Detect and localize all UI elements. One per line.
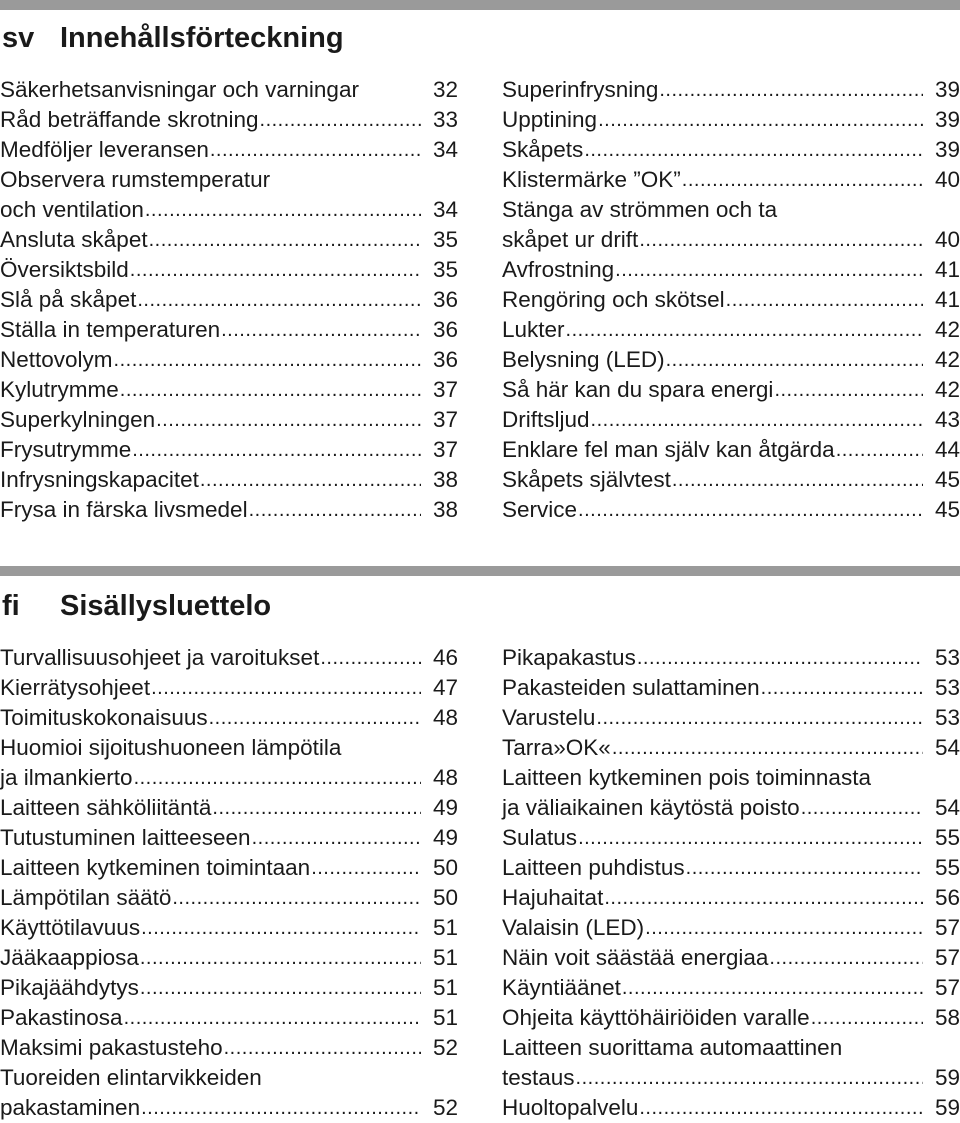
toc-entry[interactable]	[502, 75, 960, 105]
toc-entry-page: 44	[934, 437, 960, 462]
toc-entry[interactable]	[502, 285, 960, 315]
toc-entry[interactable]	[0, 195, 458, 225]
dot-leader	[590, 405, 923, 435]
toc-entry-page: 48	[432, 765, 458, 790]
toc-entry-label: Maksimi pakastusteho	[0, 1035, 223, 1060]
toc-heading-sv	[2, 18, 344, 58]
toc-entry-page: 54	[934, 735, 960, 760]
toc-entry-page: 59	[934, 1095, 960, 1120]
dot-leader	[150, 673, 421, 703]
toc-entry-page: 45	[934, 467, 960, 492]
toc-entry-label: Tuoreiden elintarvikkeiden	[0, 1065, 262, 1090]
toc-entry[interactable]	[0, 105, 458, 135]
dot-leader	[209, 135, 421, 165]
toc-entry-label: ja väliaikainen käytöstä poisto	[502, 795, 800, 820]
toc-entry[interactable]	[502, 375, 960, 405]
toc-entry[interactable]	[0, 763, 458, 793]
toc-entry-page: 40	[934, 227, 960, 252]
toc-entry-page: 39	[934, 77, 960, 102]
toc-entry-label: Pikapakastus	[502, 645, 636, 670]
toc-entry-label: Ohjeita käyttöhäiriöiden varalle	[502, 1005, 810, 1030]
toc-entry-page: 49	[432, 825, 458, 850]
toc-entry[interactable]	[0, 165, 458, 195]
toc-entry-page: 37	[432, 407, 458, 432]
toc-entry[interactable]	[502, 405, 960, 435]
toc-entry-page: 55	[934, 855, 960, 880]
dot-leader	[251, 823, 421, 853]
toc-entry-page: 33	[432, 107, 458, 132]
toc-entry[interactable]	[502, 703, 960, 733]
toc-entry[interactable]	[0, 225, 458, 255]
toc-entry-page: 41	[934, 287, 960, 312]
toc-entry-page: 38	[432, 467, 458, 492]
toc-entry[interactable]	[0, 285, 458, 315]
dot-leader	[136, 285, 421, 315]
toc-entry-page: 41	[934, 257, 960, 282]
toc-entry-page: 50	[432, 855, 458, 880]
toc-entry-label: Hajuhaitat	[502, 885, 604, 910]
dot-leader	[810, 1003, 923, 1033]
toc-entry-label: Så här kan du spara energi	[502, 377, 774, 402]
toc-entry[interactable]	[0, 703, 458, 733]
toc-entry[interactable]	[0, 793, 458, 823]
toc-entry[interactable]	[502, 225, 960, 255]
toc-entry[interactable]	[502, 465, 960, 495]
dot-leader	[129, 255, 421, 285]
toc-entry-label: Superinfrysning	[502, 77, 659, 102]
toc-entry-page: 47	[432, 675, 458, 700]
toc-title: Innehållsförteckning	[60, 22, 344, 54]
toc-entry-label: Pikajäähdytys	[0, 975, 139, 1000]
toc-entry[interactable]	[502, 255, 960, 285]
toc-entry[interactable]	[502, 673, 960, 703]
dot-leader	[310, 853, 421, 883]
toc-entry[interactable]	[502, 763, 960, 793]
dot-leader	[155, 405, 421, 435]
toc-entry-label: skåpet ur drift	[502, 227, 639, 252]
toc-entry-label: Ansluta skåpet	[0, 227, 148, 252]
toc-entry[interactable]	[0, 375, 458, 405]
toc-entry-label: Säkerhetsanvisningar och varningar	[0, 77, 359, 102]
toc-entry-label: Sulatus	[502, 825, 578, 850]
toc-entry-page: 42	[934, 347, 960, 372]
dot-leader	[223, 1033, 421, 1063]
dot-leader	[211, 793, 421, 823]
dot-leader	[638, 225, 923, 255]
toc-entry-label: Toimituskokonaisuus	[0, 705, 208, 730]
toc-entry-page: 34	[432, 137, 458, 162]
toc-entry-page: 53	[934, 705, 960, 730]
toc-column-left	[0, 75, 458, 525]
dot-leader	[123, 1003, 421, 1033]
toc-entry-label: Klistermärke ”OK”	[502, 167, 681, 192]
toc-entry-page: 36	[432, 317, 458, 342]
toc-entry[interactable]	[502, 1003, 960, 1033]
toc-entry-page: 53	[934, 645, 960, 670]
toc-entry-page: 55	[934, 825, 960, 850]
toc-entry[interactable]	[0, 75, 458, 105]
toc-entry-page: 40	[934, 167, 960, 192]
toc-entry-page: 53	[934, 675, 960, 700]
toc-entry-label: Skåpets	[502, 137, 584, 162]
toc-entry[interactable]	[0, 673, 458, 703]
toc-entry-page: 57	[934, 915, 960, 940]
dot-leader	[638, 1093, 923, 1123]
toc-entry[interactable]	[0, 1003, 458, 1033]
toc-entry-label: Avfrostning	[502, 257, 615, 282]
dot-leader	[768, 943, 923, 973]
toc-entry-label: Översiktsbild	[0, 257, 129, 282]
toc-column-left	[0, 643, 458, 1123]
dot-leader	[139, 943, 421, 973]
toc-entry[interactable]	[502, 315, 960, 345]
toc-title: Sisällysluettelo	[60, 590, 272, 622]
dot-leader	[319, 643, 421, 673]
toc-entry[interactable]	[502, 913, 960, 943]
toc-entry[interactable]	[0, 823, 458, 853]
toc-entry[interactable]	[0, 405, 458, 435]
toc-entry-page: 37	[432, 437, 458, 462]
toc-entry[interactable]	[0, 913, 458, 943]
toc-entry-label: Medföljer leveransen	[0, 137, 209, 162]
toc-entry-label: Laitteen kytkeminen pois toiminnasta	[502, 765, 871, 790]
toc-entry-label: Valaisin (LED)	[502, 915, 645, 940]
dot-leader	[359, 75, 421, 105]
toc-entry[interactable]	[502, 195, 960, 225]
toc-entry[interactable]	[502, 105, 960, 135]
toc-entry-page: 36	[432, 287, 458, 312]
toc-entry[interactable]	[0, 435, 458, 465]
dot-leader	[131, 435, 421, 465]
toc-heading-fi	[2, 586, 271, 626]
toc-entry[interactable]	[0, 495, 458, 525]
toc-entry-label: Lukter	[502, 317, 565, 342]
dot-leader	[113, 345, 421, 375]
toc-entry-label: Huomioi sijoitushuoneen lämpötila	[0, 735, 342, 760]
toc-entry-label: Rengöring och skötsel	[502, 287, 725, 312]
dot-leader	[636, 643, 923, 673]
toc-entry[interactable]	[0, 1063, 458, 1093]
toc-entry-page: 42	[934, 317, 960, 342]
toc-entry[interactable]	[502, 883, 960, 913]
toc-entry-label: Nettovolym	[0, 347, 113, 372]
dot-leader	[595, 703, 923, 733]
dot-leader	[148, 225, 421, 255]
toc-entry-label: Belysning (LED)	[502, 347, 665, 372]
toc-entry-label: Upptining	[502, 107, 598, 132]
dot-leader	[644, 913, 923, 943]
dot-leader	[140, 913, 421, 943]
toc-entry-page: 58	[934, 1005, 960, 1030]
dot-leader	[658, 75, 923, 105]
toc-entry-label: Lämpötilan säätö	[0, 885, 172, 910]
dot-leader	[671, 465, 923, 495]
dot-leader	[220, 315, 421, 345]
toc-entry-label: Stänga av strömmen och ta	[502, 197, 778, 222]
toc-entry[interactable]	[502, 793, 960, 823]
toc-column-right	[502, 75, 960, 525]
section-rule-fi	[0, 566, 960, 576]
toc-entry-label: Laitteen sähköliitäntä	[0, 795, 212, 820]
dot-leader	[614, 255, 923, 285]
dot-leader	[760, 673, 923, 703]
toc-entry-label: pakastaminen	[0, 1095, 141, 1120]
language-code: sv	[2, 22, 35, 54]
dot-leader	[603, 883, 923, 913]
toc-entry-label: Laitteen kytkeminen toimintaan	[0, 855, 311, 880]
toc-entry-label: Infrysningskapacitet	[0, 467, 199, 492]
toc-entry-page: 38	[432, 497, 458, 522]
toc-entry-page: 34	[432, 197, 458, 222]
toc-entry[interactable]	[502, 823, 960, 853]
toc-column-right	[502, 643, 960, 1123]
dot-leader	[171, 883, 421, 913]
toc-entry[interactable]	[0, 255, 458, 285]
toc-entry[interactable]	[0, 973, 458, 1003]
dot-leader	[800, 793, 923, 823]
toc-entry[interactable]	[0, 853, 458, 883]
toc-entry-label: Käyttötilavuus	[0, 915, 141, 940]
toc-entry-label: ja ilmankierto	[0, 765, 133, 790]
toc-entry-label: testaus	[502, 1065, 575, 1090]
toc-entry-page: 51	[432, 915, 458, 940]
toc-entry-page: 54	[934, 795, 960, 820]
toc-entry-label: Råd beträffande skrotning	[0, 107, 259, 132]
toc-entry[interactable]	[502, 733, 960, 763]
toc-entry[interactable]	[0, 1033, 458, 1063]
toc-entry-page: 39	[934, 137, 960, 162]
toc-entry-label: Pakasteiden sulattaminen	[502, 675, 760, 700]
toc-entry[interactable]	[0, 943, 458, 973]
toc-entry[interactable]	[502, 495, 960, 525]
toc-entry[interactable]	[502, 345, 960, 375]
toc-entry-page: 32	[432, 77, 458, 102]
toc-entry-page: 43	[934, 407, 960, 432]
toc-entry[interactable]	[502, 943, 960, 973]
toc-entry-label: Pakastinosa	[0, 1005, 123, 1030]
dot-leader	[140, 1093, 421, 1123]
dot-leader	[725, 285, 923, 315]
toc-entry[interactable]	[0, 465, 458, 495]
toc-entry-label: Laitteen puhdistus	[502, 855, 685, 880]
toc-entry[interactable]	[0, 733, 458, 763]
toc-entry[interactable]	[502, 1033, 960, 1063]
toc-entry[interactable]	[502, 165, 960, 195]
toc-entry-page: 52	[432, 1035, 458, 1060]
toc-entry-label: Jääkaappiosa	[0, 945, 139, 970]
toc-entry-label: Käyntiäänet	[502, 975, 621, 1000]
toc-entry-page: 52	[432, 1095, 458, 1120]
toc-entry-label: Varustelu	[502, 705, 596, 730]
dot-leader	[685, 853, 923, 883]
toc-entry-page: 56	[934, 885, 960, 910]
dot-leader	[139, 973, 421, 1003]
toc-entry-label: Huoltopalvelu	[502, 1095, 639, 1120]
toc-entry[interactable]	[0, 883, 458, 913]
toc-entry-label: Driftsljud	[502, 407, 590, 432]
dot-leader	[597, 105, 923, 135]
toc-entry-page: 35	[432, 227, 458, 252]
dot-leader	[133, 763, 421, 793]
dot-leader	[583, 135, 923, 165]
dot-leader	[665, 345, 923, 375]
dot-leader	[621, 973, 923, 1003]
toc-entry-page: 36	[432, 347, 458, 372]
toc-entry-label: Tarra»OK«	[502, 735, 611, 760]
toc-entry-label: Laitteen suorittama automaattinen	[502, 1035, 843, 1060]
toc-entry-page: 45	[934, 497, 960, 522]
toc-entry-page: 46	[432, 645, 458, 670]
toc-entry[interactable]	[502, 973, 960, 1003]
toc-entry-label: Frysutrymme	[0, 437, 132, 462]
toc-entry[interactable]	[0, 135, 458, 165]
toc-entry[interactable]	[502, 853, 960, 883]
dot-leader	[248, 495, 421, 525]
dot-leader	[681, 165, 923, 195]
toc-entry-label: och ventilation	[0, 197, 144, 222]
toc-entry[interactable]	[502, 1093, 960, 1123]
toc-entry-label: Superkylningen	[0, 407, 156, 432]
toc-entry-label: Enklare fel man själv kan åtgärda	[502, 437, 835, 462]
toc-entry-page: 49	[432, 795, 458, 820]
section-rule-sv	[0, 0, 960, 10]
toc-entry-label: Observera rumstemperatur	[0, 167, 271, 192]
dot-leader	[773, 375, 923, 405]
toc-entry[interactable]	[0, 345, 458, 375]
toc-entry[interactable]	[502, 135, 960, 165]
toc-entry-label: Turvallisuusohjeet ja varoitukset	[0, 645, 320, 670]
toc-entry-page: 42	[934, 377, 960, 402]
toc-entry[interactable]	[0, 315, 458, 345]
toc-entry-page: 57	[934, 945, 960, 970]
dot-leader	[835, 435, 923, 465]
dot-leader	[208, 703, 421, 733]
dot-leader	[199, 465, 421, 495]
toc-entry-page: 48	[432, 705, 458, 730]
toc-entry[interactable]	[0, 643, 458, 673]
toc-entry-label: Ställa in temperaturen	[0, 317, 221, 342]
dot-leader	[575, 1063, 923, 1093]
toc-entry[interactable]	[0, 1093, 458, 1123]
toc-entry[interactable]	[502, 435, 960, 465]
toc-entry-page: 39	[934, 107, 960, 132]
language-code: fi	[2, 590, 20, 622]
dot-leader	[577, 823, 923, 853]
toc-entry-page: 35	[432, 257, 458, 282]
toc-entry[interactable]	[502, 1063, 960, 1093]
dot-leader	[259, 105, 421, 135]
dot-leader	[611, 733, 923, 763]
toc-entry-label: Skåpets självtest	[502, 467, 671, 492]
dot-leader	[119, 375, 421, 405]
dot-leader	[577, 495, 923, 525]
toc-entry[interactable]	[502, 643, 960, 673]
toc-entry-label: Frysa in färska livsmedel	[0, 497, 248, 522]
toc-entry-label: Kierrätysohjeet	[0, 675, 151, 700]
toc-entry-page: 57	[934, 975, 960, 1000]
toc-entry-label: Näin voit säästää energiaa	[502, 945, 769, 970]
toc-entry-page: 50	[432, 885, 458, 910]
toc-entry-page: 37	[432, 377, 458, 402]
toc-entry-label: Tutustuminen laitteeseen	[0, 825, 251, 850]
toc-entry-page: 51	[432, 975, 458, 1000]
toc-entry-page: 51	[432, 1005, 458, 1030]
toc-entry-page: 59	[934, 1065, 960, 1090]
dot-leader	[565, 315, 923, 345]
toc-entry-label: Kylutrymme	[0, 377, 119, 402]
toc-entry-label: Service	[502, 497, 578, 522]
dot-leader	[144, 195, 421, 225]
toc-entry-label: Slå på skåpet	[0, 287, 137, 312]
toc-entry-page: 51	[432, 945, 458, 970]
